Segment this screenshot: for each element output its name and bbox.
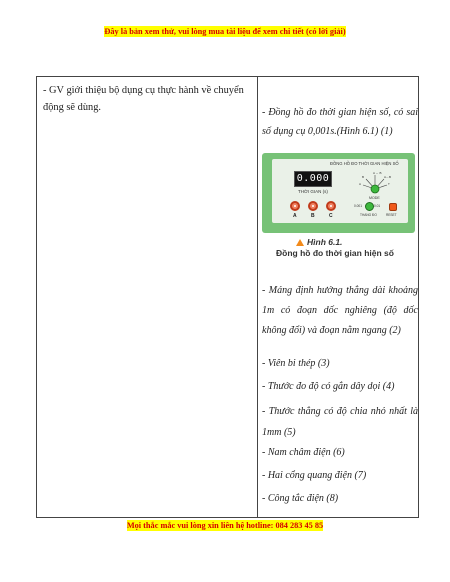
timer-display: 0.000: [294, 171, 332, 187]
equipment-list-cell: [258, 77, 419, 518]
dial-label-b: B: [362, 175, 365, 179]
lesson-table: [36, 76, 419, 518]
jack-c-label: C: [329, 213, 333, 219]
figure-number: [276, 237, 406, 247]
range-switch: [365, 202, 374, 211]
equipment-item-8: - Công tắc điện (8): [262, 493, 339, 504]
equipment-item-6: - Nam châm điện (6): [262, 447, 345, 458]
figure-number-text: Hình 6.1.: [307, 237, 343, 247]
jack-b-label: B: [311, 213, 315, 219]
reset-label: RESET: [386, 213, 397, 217]
hotline-text: Mọi thắc mắc vui lòng xin liên hệ hotline: 084 283 45 85: [126, 521, 324, 530]
equipment-item-3: - Viên bi thép (3): [262, 358, 330, 369]
range-high-label: 0.01: [374, 204, 381, 208]
equipment-item-4: - Thước đo độ có gắn dây dọi (4): [262, 381, 395, 392]
timer-title: ĐỒNG HỒ ĐO THỜI GIAN HIỆN SỐ: [330, 161, 399, 166]
timer-time-label: THỜI GIAN (s): [298, 189, 328, 194]
equipment-item-1: - Đồng hồ đo thời gian hiện số, có sai số dụng cụ 0,001s.(Hình 6.1) (1): [262, 107, 418, 137]
jack-a: [290, 201, 300, 211]
figure-caption: [276, 237, 406, 258]
caption-triangle-icon: [296, 239, 304, 246]
range-low-label: 0.001: [354, 204, 362, 208]
dial-label-ab: A ↔ B: [373, 171, 382, 175]
teacher-activity-cell: [37, 77, 258, 518]
mode-dial: [358, 169, 392, 195]
figure-title: Đồng hồ đo thời gian hiện số: [276, 248, 394, 258]
timer-front-panel: [272, 159, 408, 223]
dial-label-a: A: [359, 182, 362, 186]
range-label: THANG ĐO: [360, 213, 377, 217]
dial-label-t: T: [388, 182, 390, 186]
reset-button: [389, 203, 397, 211]
equipment-item-2: - Máng định hướng thẳng dài khoảng 1m có đoạn dốc nghiêng (độ dốc không đổi) và đoạn nằm ngang (2): [262, 285, 418, 336]
dial-label-a-b: A↔B: [384, 175, 392, 179]
jack-c: [326, 201, 336, 211]
hotline-footer: [0, 521, 450, 530]
digital-timer-figure: [262, 153, 415, 233]
equipment-item-7: - Hai cổng quang điện (7): [262, 470, 367, 481]
equipment-item-5: - Thước thẳng có độ chia nhỏ nhất là 1mm (5): [262, 406, 418, 438]
preview-banner: [0, 27, 450, 36]
jack-a-label: A: [293, 213, 297, 219]
jack-b: [308, 201, 318, 211]
mode-label: MODE: [369, 196, 380, 200]
preview-banner-text: Đây là bản xem thử, vui lòng mua tài liệu để xem chi tiết (có lời giải): [104, 27, 346, 36]
teacher-activity-text: - GV giới thiệu bộ dụng cụ thực hành về chuyển động sẽ dùng.: [43, 85, 244, 113]
